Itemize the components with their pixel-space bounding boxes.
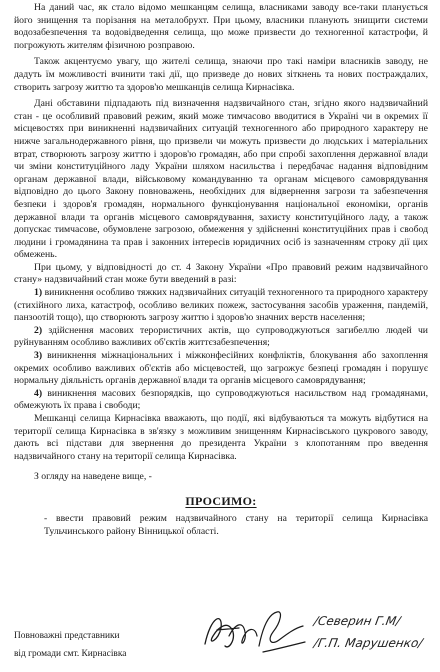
list-item-text: виникнення масових безпорядків, що супроводжуються насильством над громадянами, обмежують їх права і свободи; bbox=[14, 387, 429, 412]
list-item-number: 2) bbox=[34, 324, 43, 336]
handwritten-signatures bbox=[199, 606, 309, 664]
signature-label-line1: Повноважні представники bbox=[14, 631, 120, 641]
closing-paragraph: Мешканці селища Кирнасівка вважають, що події, які відбуваються та можуть відбутися на території селища Кирнасівка в зв'язку з можливим знищенням Кирнасівського цукрового заводу, дають всі підстави для звернення до президента України з клопотанням про введення надзвичайного стану на території селища Кирнасівка. bbox=[14, 413, 428, 462]
request-text: - ввести правовий режим надзвичайного стану на території селища Кирнасівка Тульчинського району Вінницької області. bbox=[44, 512, 428, 537]
signature-label-line2: від громади смт. Кирнасівка bbox=[14, 649, 127, 659]
list-item-3 bbox=[14, 350, 428, 388]
signatory-name-1: /Северин Г.М/ bbox=[312, 614, 402, 628]
signatory-names bbox=[314, 610, 440, 654]
paragraph-1: На даний час, як стало відомо мешканцям селища, власниками заводу все-таки планується його знищення та порізання на металобрухт. При цьому, власники планують знищити системи водозабезпечення та водовідведення селища, що може призвести до техногенної катастрофи, й погрожують жителям фізичною розправою. bbox=[14, 2, 428, 51]
list-item-text: здійснення масових терористичних актів, що супроводжуються загибеллю людей чи руйнуванням особливо важливих об'єктів життєзабезпечення; bbox=[14, 324, 428, 349]
list-item-text: виникнення міжнаціональних і міжконфесійних конфліктів, блокування або захоплення окремих особливо важливих об'єктів або місцевостей, що загрожує безпеці громадян і порушує нормальну діяльність органів державної влади та органів місцевого самоврядування; bbox=[14, 350, 428, 387]
list-item-number: 1) bbox=[34, 287, 43, 299]
list-item-4 bbox=[14, 388, 428, 413]
paragraph-4: При цьому, у відповідності до ст. 4 Закону України «Про правовий режим надзвичайного стану» надзвичайний стан може бути введений в разі: bbox=[14, 261, 428, 286]
list-item-2 bbox=[14, 325, 428, 350]
list-item-number: 3) bbox=[34, 350, 43, 362]
request-heading: ПРОСИМО: bbox=[185, 493, 257, 508]
given-line: З огляду на наведене вище, - bbox=[34, 471, 152, 483]
paragraph-2: Також акцентуємо увагу, що жителі селища, знаючи про такі наміри власників заводу, не дадуть їм можливості вчинити такі дії, що призведе до нових зіткнень та нових постраждалих, створить загрозу життю та здоров'ю мешканців селища Кирнасівка. bbox=[14, 56, 428, 93]
signatory-name-2: /Г.П. Марушенко/ bbox=[312, 636, 424, 650]
list-item-text: виникнення особливо тяжких надзвичайних ситуацій техногенного та природного характеру (стихійного лиха, катастроф, особливо великих пожеж, застосування засобів ураження, пандемій, панзоотій тощо), що створюють загрозу життю і здоров'ю значних верств населення; bbox=[14, 287, 428, 324]
signature-block bbox=[14, 606, 428, 666]
list-item-number: 4) bbox=[34, 387, 43, 399]
paragraph-3: Дані обставини підпадають під визначення надзвичайного стан, згідно якого надзвичайний стан - це особливий правовий режим, який може тимчасово вводитися в Україні чи в окремих її місцевостях при виникненні надзвичайних ситуацій техногенного або природного характеру не нижче загальнодержавного рівня, що призвели чи можуть призвести до людських і матеріальних втрат, створюють загрозу життю і здоров'ю громадян, або при спробі захоплення державної влади чи зміни конституційного ладу України шляхом насильства і передбачає надання відповідним органам державної влади, військовому командуванню та органам місцевого самоврядування відповідно до цього Закону повноважень, необхідних для відвернення загрози та забезпечення безпеки і здоров'я громадян, нормального функціонування національної економіки, органів державної влади та органів місцевого самоврядування, захисту конституційного ладу, а також допускає тимчасове, обумовлене загрозою, обмеження у здійсненні конституційних прав і свобод людини і громадянина та прав і законних інтересів юридичних осіб із зазначенням строку дії цих обмежень. bbox=[14, 98, 428, 261]
list-item-1 bbox=[14, 287, 428, 325]
